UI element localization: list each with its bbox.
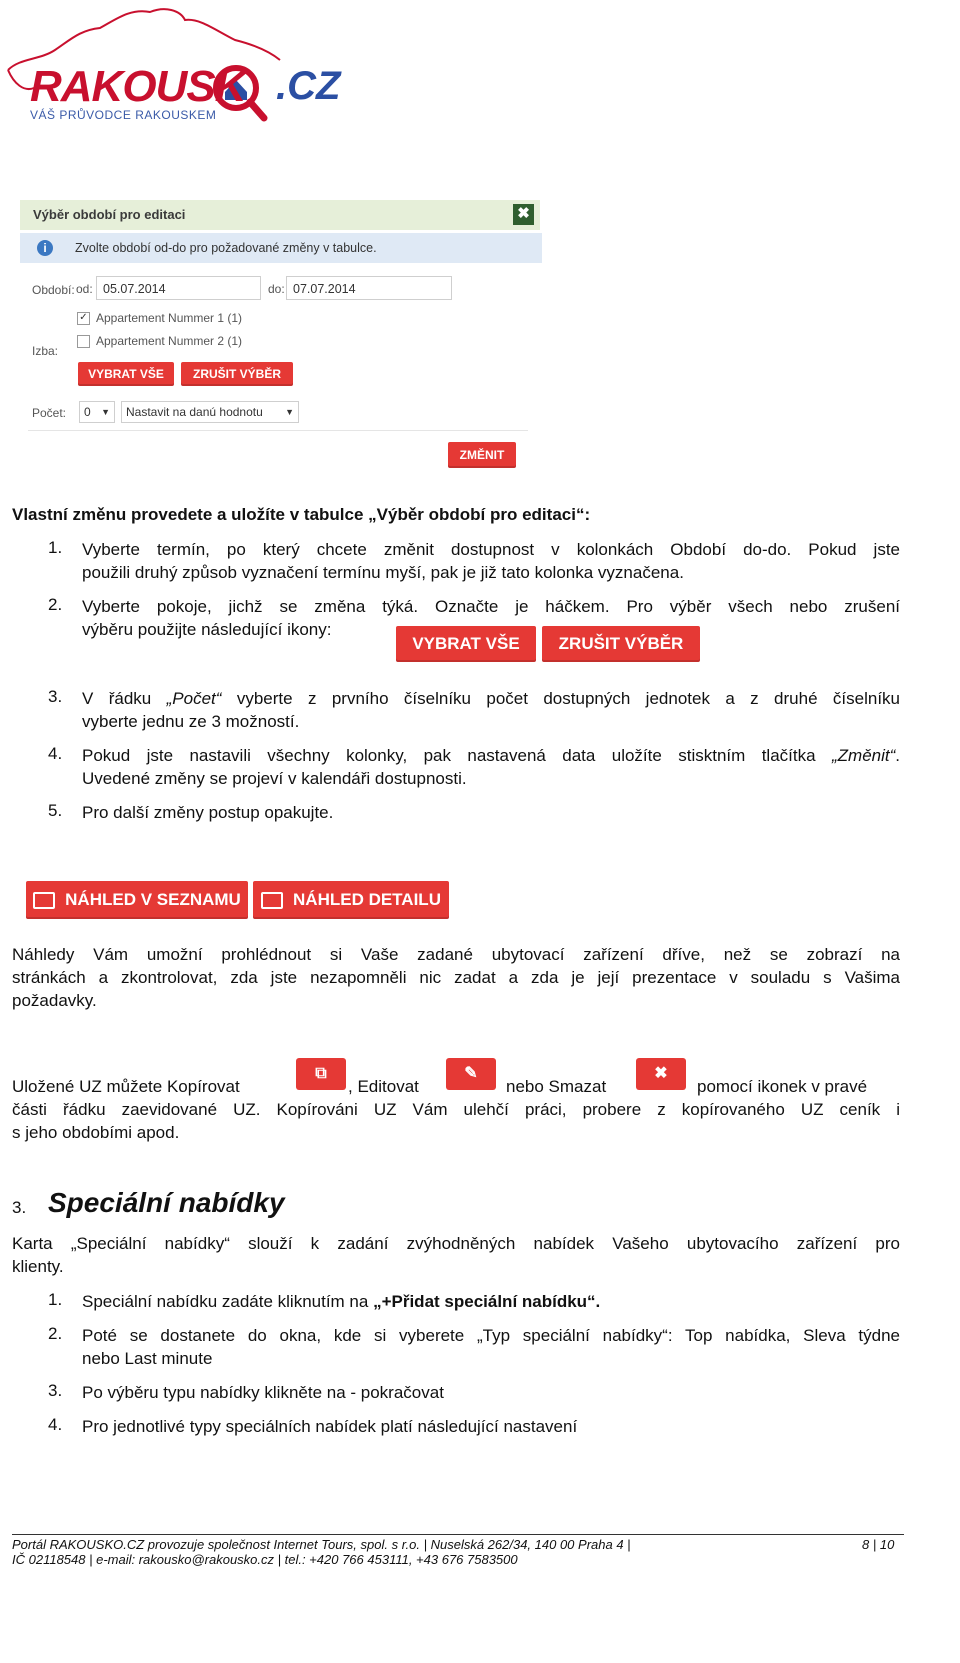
mode-value: Nastavit na danú hodnotu: [126, 405, 263, 419]
footer-line1: Portál RAKOUSKO.CZ provozuje společnost Internet Tours, spol. s r.o. | Nuselská 262/34, 140 00 Praha 4 |: [12, 1537, 631, 1552]
clear-selection-button-image: ZRUŠIT VÝBĚR: [542, 626, 700, 662]
icons-text-d: pomocí ikonek v pravé: [697, 1077, 868, 1096]
edit-icon: ✎: [446, 1058, 496, 1090]
step-3-emphasis: „Počet“: [166, 689, 222, 708]
page-current: 8: [862, 1537, 870, 1552]
step-number: 1.: [48, 1290, 63, 1309]
offer-step-1-bold: „+Přidat speciální nabídku“.: [373, 1292, 601, 1311]
chevron-down-icon: ▼: [285, 407, 294, 417]
change-button[interactable]: ZMĚNIT: [448, 442, 516, 468]
room-label: Izba:: [32, 344, 59, 358]
step-4-emphasis: „Změnit“: [831, 746, 896, 765]
dialog-title: Výběr období pro editaci: [33, 207, 186, 222]
preview-paragraph-line3: požadavky.: [12, 991, 97, 1010]
monitor-icon: [261, 892, 283, 909]
offer-step-2-line2: nebo Last minute: [82, 1349, 213, 1368]
clear-selection-button[interactable]: ZRUŠIT VÝBĚR: [181, 362, 293, 386]
step-number: 4.: [48, 744, 63, 763]
logo-tagline: VÁŠ PRŮVODCE RAKOUSKEM: [30, 108, 217, 122]
intro-heading: Vlastní změnu provedete a uložíte v tabulce „Výběr období pro editaci“:: [12, 505, 591, 524]
step-4-line1: [82, 744, 900, 767]
info-icon: i: [37, 240, 53, 256]
room-checkbox-2[interactable]: [77, 335, 90, 348]
preview-list-label: NÁHLED V SEZNAMU: [65, 890, 241, 909]
step-number: 3.: [48, 1381, 63, 1400]
step-number: 4.: [48, 1415, 63, 1434]
step-5-text: Pro další změny postup opakujte.: [82, 803, 334, 822]
count-value: 0: [84, 405, 91, 419]
footer-divider: [12, 1534, 904, 1535]
offer-step-1: [82, 1290, 600, 1313]
step-number: 2.: [48, 595, 63, 614]
copy-icon: ⧉: [296, 1058, 346, 1090]
step-4-text-a: Pokud jste nastavili všechny kolonky, pak nastavená data uložíte stisktním tlačítka: [82, 746, 832, 765]
step-1-line2: použili druhý způsob vyznačení termínu myší, pak je již tato kolonka vyznačena.: [82, 563, 684, 582]
section-intro-line2: klienty.: [12, 1257, 64, 1276]
step-4-text-b: .: [895, 746, 900, 765]
step-2-line1: Vyberte pokoje, jichž se změna týká. Označte je háčkem. Pro výběr všech nebo zrušení: [82, 597, 900, 616]
count-select[interactable]: [79, 401, 115, 423]
mode-select[interactable]: [121, 401, 299, 423]
icons-text-b: , Editovat: [348, 1077, 419, 1096]
icons-text-a: Uložené UZ můžete Kopírovat: [12, 1077, 240, 1096]
preview-paragraph-line1: Náhledy Vám umožní prohlédnout si Vaše zadané ubytovací zařízení dříve, než se zobrazí na: [12, 945, 900, 964]
preview-detail-label: NÁHLED DETAILU: [293, 890, 441, 909]
room-checkbox-1[interactable]: ✓: [77, 312, 90, 325]
footer-line2: IČ 02118548 | e-mail: rakousko@rakousko.cz | tel.: +420 766 453111, +43 676 7583500: [12, 1552, 518, 1567]
logo-brand: RAKOUSK: [30, 62, 246, 111]
offer-step-2-line1: Poté se dostanete do okna, kde si vyberete „Typ speciální nabídky“: Top nabídka, Sleva týdne: [82, 1326, 900, 1345]
offer-step-4: Pro jednotlivé typy speciálních nabídek platí následující nastavení: [82, 1417, 578, 1436]
dialog-info-text: Zvolte období od-do pro požadované změny v tabulce.: [75, 241, 377, 255]
page-number: 8 | 10: [862, 1537, 895, 1552]
room-label-2: Appartement Nummer 2 (1): [96, 334, 243, 348]
section-intro-line1: Karta „Speciální nabídky“ slouží k zadání zvýhodněných nabídek Vašeho ubytovacího zařízení pro: [12, 1234, 900, 1253]
section-title: Speciální nabídky: [48, 1187, 285, 1218]
preview-list-button[interactable]: [26, 881, 248, 919]
delete-icon: ✖: [636, 1058, 686, 1090]
period-label: Období:: [32, 283, 75, 297]
step-2-line2: výběru použijte následující ikony:: [82, 620, 332, 639]
from-label: od:: [76, 282, 93, 296]
step-1-line1: Vyberte termín, po který chcete změnit dostupnost v kolonkách Období do-do. Pokud jste: [82, 540, 900, 559]
step-number: 2.: [48, 1324, 63, 1343]
date-to-field[interactable]: 07.07.2014: [286, 276, 452, 300]
close-icon[interactable]: ✖: [513, 204, 534, 225]
preview-paragraph-line2: stránkách a zkontrolovat, zda jste nezapomněli nic zadat a zda je její prezentace v souladu s Vašima: [12, 968, 900, 987]
dialog-divider: [28, 430, 528, 431]
step-4-line2: Uvedené změny se projeví v kalendáři dostupnosti.: [82, 769, 467, 788]
select-all-button[interactable]: VYBRAT VŠE: [78, 362, 174, 386]
count-label: Počet:: [32, 406, 67, 420]
offer-step-1-text: Speciální nabídku zadáte kliknutím na: [82, 1292, 374, 1311]
step-3-line1: [82, 687, 900, 710]
preview-detail-button[interactable]: [253, 881, 449, 919]
logo-domain: .CZ: [276, 64, 341, 108]
offer-step-3: Po výběru typu nabídky klikněte na - pokračovat: [82, 1383, 444, 1402]
date-from-field[interactable]: 05.07.2014: [96, 276, 261, 300]
step-number: 1.: [48, 538, 63, 557]
icons-line3: s jeho obdobími apod.: [12, 1123, 180, 1142]
step-number: 3.: [48, 687, 63, 706]
icons-text-c: nebo Smazat: [506, 1077, 607, 1096]
section-number: 3.: [12, 1198, 27, 1217]
step-3-text-b: vyberte z prvního číselníku počet dostupných jednotek a z druhé číselníku: [221, 689, 901, 708]
monitor-icon: [33, 892, 55, 909]
to-label: do:: [268, 282, 285, 296]
chevron-down-icon: ▼: [101, 407, 110, 417]
step-3-line2: vyberte jednu ze 3 možností.: [82, 712, 300, 731]
select-all-button-image: VYBRAT VŠE: [396, 626, 536, 662]
step-number: 5.: [48, 801, 63, 820]
room-label-1: Appartement Nummer 1 (1): [96, 311, 243, 325]
icons-line2: části řádku zaevidované UZ. Kopírováni UZ Vám ulehčí práci, probere z kopírovaného UZ ceník i: [12, 1100, 900, 1119]
step-3-text-a: V řádku: [82, 689, 167, 708]
page-total: 10: [879, 1537, 895, 1552]
